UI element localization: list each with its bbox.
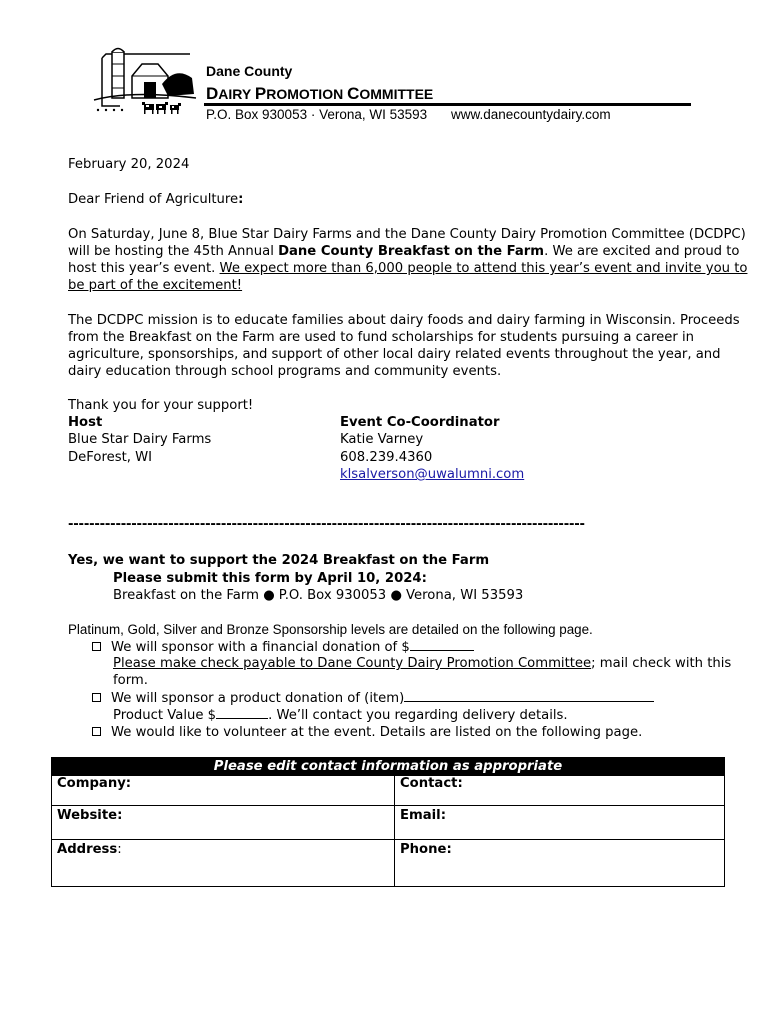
phone-label: Phone: (400, 842, 452, 857)
host-location: DeForest, WI (68, 450, 153, 465)
contact-table-heading: Please edit contact information as appropriate (52, 758, 725, 776)
option-volunteer[interactable] (92, 724, 642, 741)
option-product-donation[interactable] (92, 689, 654, 707)
email-label: Email: (400, 808, 446, 823)
donation-amount-blank[interactable] (410, 638, 474, 651)
committee-text-3: OMMITTEE (359, 86, 434, 102)
product-value-line (113, 706, 568, 724)
cut-divider: -------------------------------------------------------------------------------------------------- (68, 517, 585, 532)
address-colon: : (117, 842, 122, 857)
committee-website[interactable]: www.danecountydairy.com (451, 107, 611, 122)
check-payable-rest: ; mail check with this (591, 656, 732, 671)
website-field[interactable] (52, 806, 395, 840)
financial-donation-checkbox[interactable] (92, 642, 101, 651)
greeting-colon: : (238, 192, 244, 207)
contact-info-table (51, 757, 725, 887)
greeting-text: Dear Friend of Agriculture (68, 192, 239, 207)
opt3-label: We would like to volunteer at the event. Details are listed on the following page. (111, 725, 643, 740)
address-field[interactable] (52, 840, 395, 887)
company-label: Company: (57, 776, 132, 791)
contact-label: Contact: (400, 776, 463, 791)
paragraph-1-line-3 (68, 260, 747, 277)
product-item-blank[interactable] (404, 689, 654, 702)
sponsorship-levels-note: Platinum, Gold, Silver and Bronze Sponsorship levels are detailed on the following page. (68, 622, 593, 637)
paragraph-2-line-3: agriculture, sponsorships, and support of other local dairy related events throughout the year, and (68, 347, 721, 362)
product-value-post: . We’ll contact you regarding delivery details. (268, 708, 568, 723)
email-field[interactable] (395, 806, 725, 840)
committee-address: P.O. Box 930053 · Verona, WI 53593 (206, 107, 428, 122)
committee-text-1: AIRY (218, 86, 255, 102)
option-financial-donation[interactable] (92, 638, 474, 656)
greeting (68, 191, 243, 208)
coordinator-email-link[interactable]: klsalverson@uwalumni.com (340, 467, 525, 482)
committee-name (206, 84, 433, 104)
contact-field[interactable] (395, 776, 725, 806)
phone-field[interactable] (395, 840, 725, 887)
committee-initial-c: C (347, 84, 360, 103)
paragraph-2-line-1: The DCDPC mission is to educate families about dairy foods and dairy farming in Wisconsin. Proceeds (68, 313, 740, 328)
opt2-label: We will sponsor a product donation of (item) (111, 691, 405, 706)
p1-l3-pre: host this year’s event. (68, 261, 220, 276)
form-title: Yes, we want to support the 2024 Breakfast on the Farm (68, 553, 490, 568)
coordinator-heading: Event Co-Coordinator (340, 415, 500, 430)
event-name: Dane County Breakfast on the Farm (278, 244, 545, 259)
paragraph-1-line-2 (68, 243, 739, 260)
p1-l2-pre: will be hosting the 45th Annual (68, 244, 279, 259)
product-value-blank[interactable] (216, 706, 268, 719)
volunteer-checkbox[interactable] (92, 727, 101, 736)
thanks-line: Thank you for your support! (68, 398, 254, 413)
paragraph-2-line-4: dairy education through school programs and community events. (68, 364, 502, 379)
p1-l3-underlined: We expect more than 6,000 people to attend this year’s event and invite you to (219, 261, 748, 276)
check-payable-underlined: Please make check payable to Dane County Dairy Promotion Committee (113, 656, 592, 671)
letter-date: February 20, 2024 (68, 157, 190, 172)
farm-logo-icon (92, 44, 202, 122)
form-mail-address: Breakfast on the Farm ● P.O. Box 930053 ● Verona, WI 53593 (113, 588, 524, 603)
form-deadline: Please submit this form by April 10, 2024: (113, 571, 427, 586)
website-label: Website: (57, 808, 123, 823)
host-name: Blue Star Dairy Farms (68, 432, 212, 447)
product-value-pre: Product Value $ (113, 708, 217, 723)
coordinator-name: Katie Varney (340, 432, 424, 447)
p1-l2-post: . We are excited and proud to (544, 244, 740, 259)
committee-initial-p: P (254, 84, 267, 103)
product-donation-checkbox[interactable] (92, 693, 101, 702)
check-payable-note (113, 655, 731, 672)
logo (92, 44, 202, 122)
county-name: Dane County (206, 63, 293, 79)
paragraph-1-line-1: On Saturday, June 8, Blue Star Dairy Farms and the Dane County Dairy Promotion Committee (DCDPC) (68, 227, 746, 242)
opt1-label: We will sponsor with a financial donation of $ (111, 640, 410, 655)
check-payable-note-2: form. (113, 673, 148, 688)
host-heading: Host (68, 415, 103, 430)
address-label: Address (57, 842, 118, 857)
committee-initial-d: D (206, 84, 219, 103)
coordinator-phone: 608.239.4360 (340, 450, 433, 465)
paragraph-1-line-4: be part of the excitement! (68, 278, 243, 293)
paragraph-2-line-2: from the Breakfast on the Farm are used to fund scholarships for students pursuing a career in (68, 330, 694, 345)
committee-text-2: ROMOTION (266, 86, 348, 102)
company-field[interactable] (52, 776, 395, 806)
